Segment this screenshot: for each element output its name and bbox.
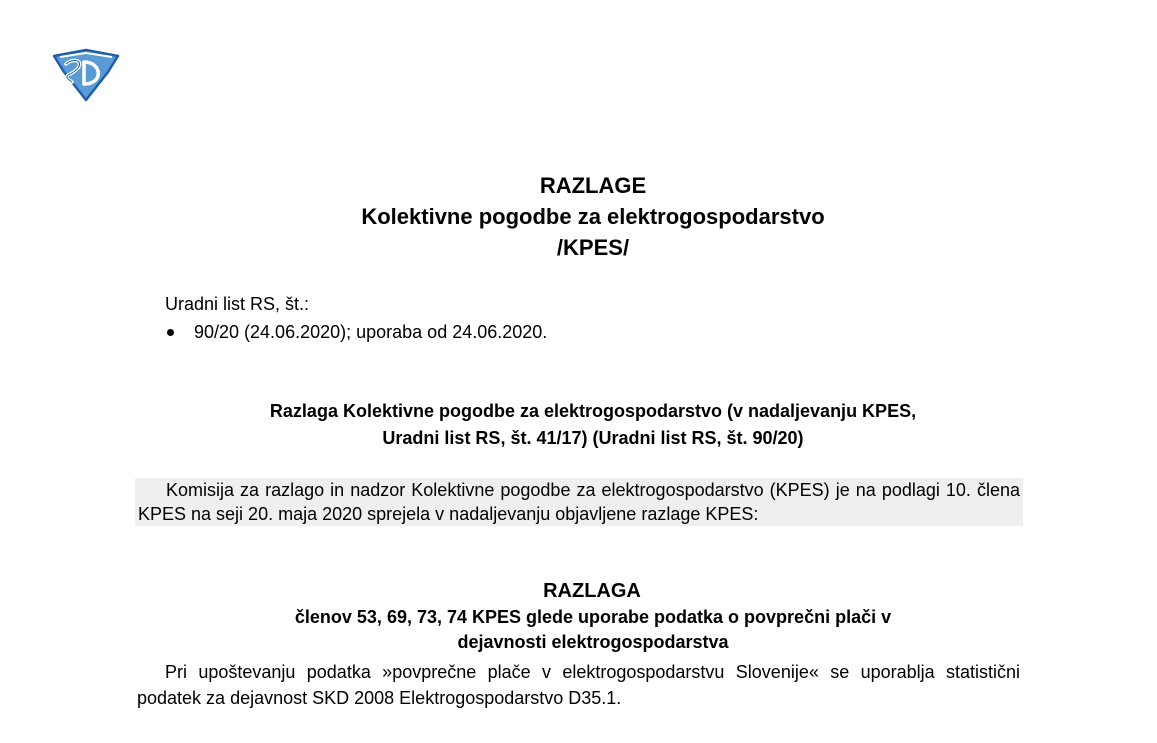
company-shield-logo-icon [50,48,122,104]
section-subtitle [190,605,996,655]
section-subtitle-line-2: dejavnosti elektrogospodarstva [457,632,729,652]
company-logo [50,48,122,104]
document-title [0,170,1157,263]
section-subtitle-line-1: členov 53, 69, 73, 74 KPES glede uporabe podatka o povprečni plači v [294,607,892,627]
gazette-list-item [165,318,547,346]
document-subtitle [170,398,1016,452]
gazette-label: Uradni list RS, št.: [165,294,310,314]
subtitle-line-1: Razlaga Kolektivne pogodbe za elektrogospodarstvo (v nadaljevanju KPES, [269,401,917,421]
section-body-paragraph [137,659,1020,711]
subtitle-line-2: Uradni list RS, št. 41/17) (Uradni list RS, št. 90/20) [382,428,804,448]
title-line-3: /KPES/ [556,235,630,260]
gazette-item-text: 90/20 (24.06.2020); uporaba od 24.06.2020. [194,322,548,342]
bullet-icon [167,329,174,336]
intro-text: Komisija za razlago in nadzor Kolektivne pogodbe za elektrogospodarstvo (KPES) je na podlagi 10. člena KPES na seji 20. maja 2020 sprejela v nadaljevanju objavljene razlage KPES: [138,480,1020,524]
section-body-text: Pri upoštevanju podatka »povprečne plače v elektrogospodarstvu Slovenije« se uporablja statistični podatek za dejavnost SKD 2008 Elektrogospodarstvo D35.1. [137,662,1020,708]
title-line-2: Kolektivne pogodbe za elektrogospodarstvo [361,204,825,229]
intro-paragraph [135,478,1023,526]
title-line-1: RAZLAGE [539,173,647,198]
section-title: RAZLAGA [543,580,641,602]
